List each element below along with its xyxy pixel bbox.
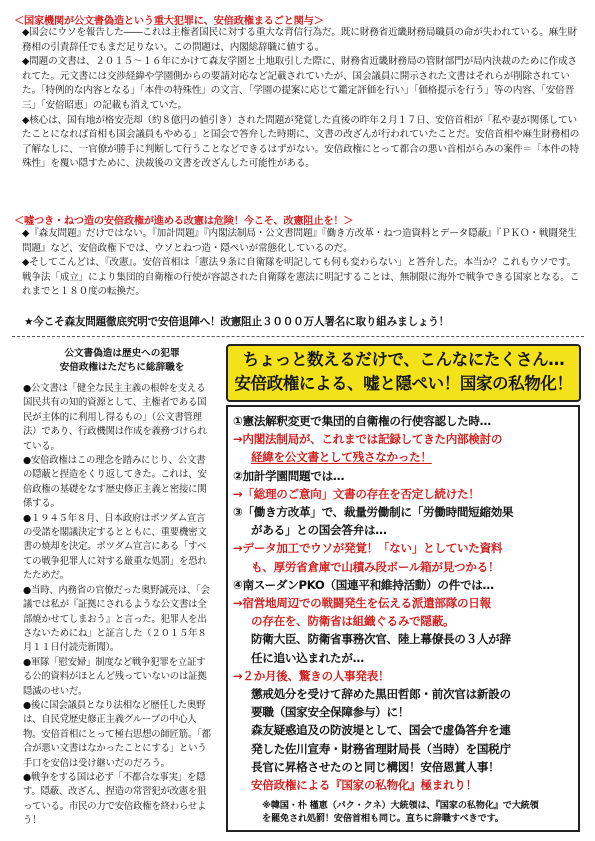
line-sagawa-2: 発した佐川宣寿・財務省理財局長（当時）を国税庁	[251, 741, 511, 756]
line-data-falsified: →データ加工でウソが発覚！「ない」としていた資料	[233, 541, 503, 556]
section-heading-forgery: ＜国家機関が公文書偽造という重大犯罪に、安倍政権まるごと関与＞	[14, 16, 324, 27]
signature-campaign-callout: ★今こそ森友問題徹底究明で安倍退陣へ！改憲阻止３０００万人署名に取り組みましょう！	[24, 316, 450, 328]
paragraph-amendment: ◆そしてこんどは、『改憲』。安倍首相は「憲法９条に自衛隊を明記しても何も変わらない」と答弁した。本当か？これもウソです。戦争法「成立」により集団的自衛権の行使が容認された自衛隊を憲法に明記することは、無制限に海外で戦争できる国家となる。これまでと１８０度の転換だ。	[22, 257, 580, 298]
line-personnel-announcement: →２か月後、驚きの人事発表！	[233, 668, 390, 683]
section-divider	[12, 336, 584, 337]
paragraph-document-deletion: ◆問題の文書は、２０１５～１６年にかけて森友学園と土地取引した際に、財務省近畿財務局の管財部門が局内決裁のために作成されてた。元文書には交渉経緯や学園側からの要請対応など記載されていたが、国会議員に開示された文書はそれらが削除されていた。「特例的な内容となる」「本件の特殊性」の文言、「学園の提案に応じて鑑定評価を行い」「価格提示を行う」等の内容、「安倍晋三」「安倍昭恵」の記載も消えていた。	[22, 56, 577, 111]
list-item: ●公文書は「健全な民主主義の根幹を支える国民共有の知的資源として、主権者である国民が主体的に利用し得るもの」（公文書管理法）であり、行政機関は作成を義務づけられている。	[23, 383, 207, 452]
scandal-list-box	[226, 405, 580, 832]
item-collective-self-defense: ①憲法解釈変更で集団的自衛権の行使容認した時…	[233, 414, 491, 428]
item-work-style-reform: ③「働き方改革」で、裁量労働制に「労働時間短縮効果	[233, 505, 514, 520]
line-resignations: 防衛大臣、防衛省事務次官、陸上幕僚長の３人が辞	[251, 632, 511, 647]
forgery-body	[22, 26, 582, 172]
line-boxes-found: も、厚労省倉庫で山積み段ボール箱が見つかる！	[251, 559, 500, 574]
scandal-lines	[228, 407, 578, 794]
left-title-line2: 安倍政権はただちに総辞職を	[59, 362, 185, 373]
amendment-body	[22, 227, 582, 300]
line-diet-answer: がある」との国会答弁は…	[251, 523, 387, 538]
right-title-banner	[226, 344, 581, 402]
item-south-sudan-pko: ④南スーダンPKO（国連平和維持活動）の件では…	[233, 577, 494, 592]
item-kake-gakuen: ②加計学園問題では…	[233, 468, 345, 483]
right-title-line1: ちょっと数えるだけで、こんなにたくさん…	[242, 350, 565, 369]
line-prime-minister-intent: →「総理のご意向」文書の存在を否定し続けた！	[233, 486, 480, 501]
line-kuroda-post: 要職（国家安全保障参与）に！	[251, 705, 410, 720]
section-heading-amendment: ＜嘘つき・ねつ造の安倍政権が進める改憲は危険！今こそ、改憲阻止を！＞	[14, 216, 354, 227]
park-geun-hye-note	[262, 799, 539, 825]
paragraph-scandal-list: ◆『森友問題』だけではない。『加計問題』『内閣法制局・公文書問題』『働き方改革・ねつ造資料とデータ隠蔽』『ＰＫＯ・戦闘発生問題』など、安倍政権下では、ウソとねつ造・隠ぺいが常態化しているのだ。	[22, 228, 577, 254]
paragraph-core-issue: ◆核心は、国有地が格安売却（約８億円の値引き）された問題が発覚した直後の昨年２月１７日、安倍首相が「私や妻が関係していたことになれば首相も国会議員もやめる」と国会で答弁した時期に、文書の改ざんが行われていたことだ。安倍首相や麻生財務相の了解なしに、一官僚が勝手に判断して行うことなどできるはずがない。安倍政権にとって都合の悪い首相がらみの案件＝「本件の特殊性」を覆い隠すために、決裁後の文書を改ざんした可能性がある。	[22, 114, 580, 170]
line-concealment: の存在を、防衛省は組織ぐるみで隠蔽。	[251, 614, 455, 629]
line-resignations-cont: 任に追い込まれたが…	[251, 650, 364, 665]
line-cabinet-legislation-bureau: →内閣法制局が、これまでは記録してきた内部検討の	[233, 432, 503, 447]
line-sagawa-1: 森友疑惑追及の防波堤として、国会で虚偽答弁を連	[251, 723, 511, 738]
list-item: ●軍隊「慰安婦」制度など戦争犯罪を立証する公的資料がほとんど残っていないのは証拠隠滅のせいだ。	[23, 656, 207, 697]
list-item: ●１９４５年８月、日本政府はポツダム宣言の受諾を閣議決定するとともに、重要機密文書の焼却を決定。ポツダム宣言にある「すべての戦争犯罪人に対する厳重な処罰」を恐れたためだ。	[23, 512, 207, 582]
paragraph-lie-to-diet: ◆国会にウソを報告した――これは主権者国民に対する重大な背信行為だ。既に財務省近畿財務局職員の命が失われている。麻生財務相の引責辞任でもまだ足りない。この問題は、内閣総辞職に値する。	[22, 27, 577, 53]
line-daily-reports: →宿営地周辺での戦闘発生を伝える派遣部隊の日報	[233, 596, 491, 611]
note-line2: を罷免され処罰！安倍首相も同じ。直ちに辞職すべきです。	[262, 813, 504, 824]
line-privatization: 安倍政権による『国家の私物化』極まれり！	[251, 778, 477, 793]
right-title-line2: 安倍政権による、嘘と隠ぺい！国家の私物化！	[234, 374, 573, 393]
line-kuroda: 懲戒処分を受けて辞めた黒田哲郎・前次官は新設の	[251, 687, 511, 702]
list-item: ●戦争をする国は必ず「不都合な事実」を隠す。隠蔽、改ざん、捏造の常習犯が改憲を狙っている。市民の力で安倍政権を終わらせよう！	[23, 771, 207, 827]
line-sagawa-3: 長官に昇格させたのと同じ構図！安倍恩賞人事！	[251, 759, 500, 774]
list-item: ●安倍政権はこの理念を踏みにじり、公文書の隠蔽と捏造をくり返してきた。これは、安倍政権の基礎をなす歴史修正主義と密接に関係する。	[23, 455, 207, 510]
left-column-list	[23, 382, 213, 829]
left-title-line1: 公文書偽造は歴史への犯罪	[64, 348, 180, 359]
left-column-title	[50, 347, 194, 375]
list-item: ●後に国会議員となり法相など歴任した奥野は、自民党歴史修正主義グループの中心人物。安倍首相にとって極右思想の師匠筋。「都合が悪い文書はなかったことにする」という手口を安倍は受け継いだのだろう。	[23, 699, 211, 769]
list-item: ●当時、内務省の官僚だった奥野誠亮は、「会議では私が『証拠にされるような公文書は全部焼かせてしまおう』と言った。犯罪人を出さないためにね」と証言した（２０１５年８月１１日付読売新聞）。	[23, 584, 210, 654]
note-line1: ※韓国・朴 槿恵（パク・クネ）大統領は、『国家の私物化』で大統領	[262, 800, 539, 811]
line-no-record: 経緯を公文書として残さなかった！	[251, 450, 432, 465]
